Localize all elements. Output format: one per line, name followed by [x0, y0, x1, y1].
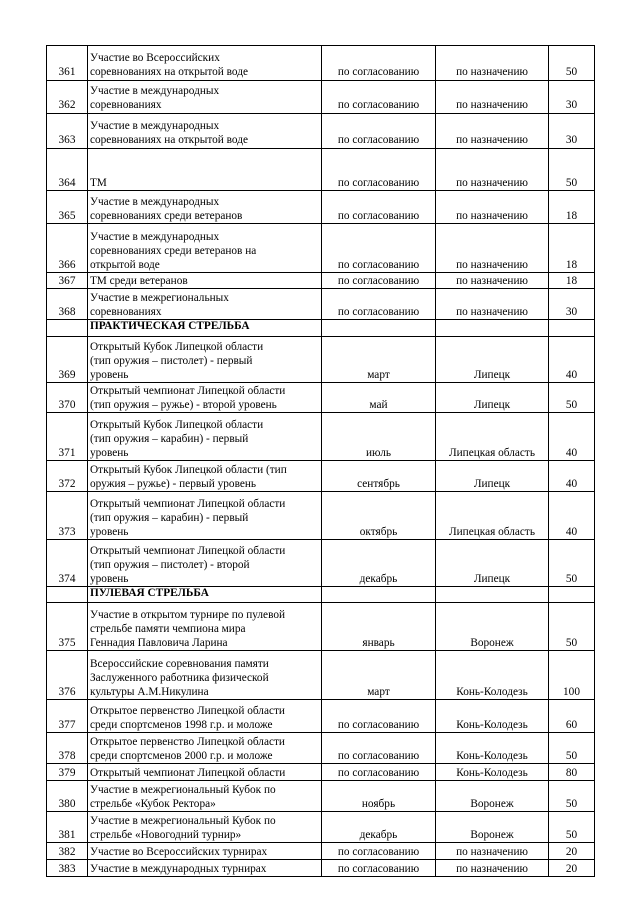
participants-count: 80: [565, 766, 578, 779]
event-place: Конь-Колодезь: [456, 749, 528, 762]
row-number-cell: [47, 81, 88, 114]
event-place: Воронеж: [470, 797, 514, 810]
row-number: 369: [58, 368, 76, 381]
event-place: по назначению: [456, 305, 528, 318]
section-title: [88, 320, 322, 337]
row-number-cell: [47, 383, 88, 413]
table-row: [47, 46, 595, 81]
event-place-cell: [436, 383, 549, 413]
event-date: март: [367, 685, 390, 698]
event-name-cell: [88, 114, 322, 149]
event-place: Конь-Колодезь: [456, 766, 528, 779]
event-name-cell: [88, 461, 322, 492]
event-date: март: [367, 368, 390, 381]
row-number-cell: [47, 843, 88, 860]
event-place: по назначению: [456, 99, 528, 112]
event-date-cell: [322, 289, 436, 320]
event-name: Участие в межрегиональных соревнованиях: [90, 291, 229, 318]
event-date: октябрь: [359, 525, 398, 538]
participants-count: 50: [565, 636, 578, 649]
participants-count-cell: [549, 81, 595, 114]
event-name-cell: [88, 540, 322, 587]
participants-count-cell: [549, 651, 595, 700]
event-name: Участие в международных соревнованиях на открытой воде: [90, 120, 249, 147]
event-name: Участие в межрегиональный Кубок по стрельбе «Новогодний турнир»: [90, 814, 276, 841]
event-place-cell: [436, 289, 549, 320]
row-number: 370: [58, 398, 76, 411]
event-name-cell: [88, 81, 322, 114]
section-title-text: ПРАКТИЧЕСКАЯ СТРЕЛЬБА: [90, 320, 250, 333]
participants-count: 40: [565, 368, 578, 381]
event-place-cell: [436, 764, 549, 781]
event-place-cell: [436, 781, 549, 812]
event-date-cell: [322, 781, 436, 812]
section-number-cell: [47, 320, 88, 337]
event-name: Открытый чемпионат Липецкой области (тип оружия – ружье) - второй уровень: [90, 384, 286, 411]
event-place-cell: [436, 843, 549, 860]
row-number-cell: [47, 540, 88, 587]
event-name: Открытый Кубок Липецкой области (тип оружия – ружье) - первый уровень: [90, 463, 287, 490]
event-place-cell: [436, 191, 549, 224]
row-number: 366: [58, 258, 76, 271]
row-number-cell: [47, 492, 88, 540]
participants-count-cell: [549, 764, 595, 781]
event-name-cell: [88, 843, 322, 860]
table-row: [47, 461, 595, 492]
event-place: Воронеж: [470, 636, 514, 649]
event-name: Участие в межрегиональный Кубок по стрельбе «Кубок Ректора»: [90, 783, 276, 810]
row-number: 363: [58, 134, 76, 147]
event-name: Участие в международных соревнованиях: [90, 85, 220, 112]
section-header-row: [47, 320, 595, 337]
participants-count: 30: [565, 134, 578, 147]
event-place: по назначению: [456, 66, 528, 79]
event-name: Всероссийские соревнования памяти Заслуженного работника физической культуры А.М.Никулина: [90, 658, 269, 698]
row-number: 378: [58, 749, 76, 762]
participants-count: 18: [565, 258, 578, 271]
section-header-row: [47, 587, 595, 603]
row-number-cell: [47, 603, 88, 651]
event-name-cell: [88, 337, 322, 383]
event-place: Липецк: [473, 368, 511, 381]
table-row: [47, 337, 595, 383]
event-date-cell: [322, 651, 436, 700]
event-date: по согласованию: [337, 134, 420, 147]
event-name-cell: [88, 149, 322, 191]
event-name-cell: [88, 492, 322, 540]
event-name: Участие в открытом турнире по пулевой стрельбе памяти чемпиона мира Геннадия Павловича Ларина: [90, 609, 286, 649]
event-name: Открытый чемпионат Липецкой области (тип оружия – пистолет) - второй уровень: [90, 545, 286, 585]
section-place-cell: [436, 587, 549, 603]
event-name: Открытый чемпионат Липецкой области (тип оружия – карабин) - первый уровень: [90, 498, 286, 538]
participants-count-cell: [549, 461, 595, 492]
event-name: Открытое первенство Липецкой области среди спортсменов 1998 г.р. и моложе: [90, 704, 285, 731]
table-row: [47, 812, 595, 843]
row-number: 361: [58, 66, 76, 79]
event-place: по назначению: [456, 134, 528, 147]
table-row: [47, 843, 595, 860]
event-date-cell: [322, 733, 436, 764]
section-date-cell: [322, 320, 436, 337]
event-place: по назначению: [456, 176, 528, 189]
event-name-cell: [88, 273, 322, 289]
participants-count-cell: [549, 733, 595, 764]
event-place: Воронеж: [470, 828, 514, 841]
event-place: Липецк: [473, 572, 511, 585]
event-name-cell: [88, 383, 322, 413]
event-date-cell: [322, 81, 436, 114]
event-date-cell: [322, 413, 436, 461]
table-row: [47, 289, 595, 320]
row-number: 364: [58, 176, 76, 189]
event-name-cell: [88, 781, 322, 812]
event-name-cell: [88, 46, 322, 81]
row-number: 372: [58, 477, 76, 490]
event-place: Липецк: [473, 477, 511, 490]
event-date-cell: [322, 224, 436, 273]
events-table: [46, 45, 595, 877]
row-number-cell: [47, 191, 88, 224]
row-number: 379: [58, 766, 76, 779]
event-place-cell: [436, 860, 549, 877]
event-name-cell: [88, 224, 322, 273]
event-place: Липецк: [473, 398, 511, 411]
participants-count-cell: [549, 812, 595, 843]
row-number-cell: [47, 149, 88, 191]
participants-count: 50: [565, 749, 578, 762]
row-number-cell: [47, 114, 88, 149]
participants-count: 40: [565, 525, 578, 538]
participants-count-cell: [549, 383, 595, 413]
event-name: Открытый Кубок Липецкой области (тип оружия – пистолет) - первый уровень: [90, 341, 264, 381]
event-date-cell: [322, 700, 436, 733]
event-name-cell: [88, 191, 322, 224]
participants-count-cell: [549, 413, 595, 461]
row-number-cell: [47, 46, 88, 81]
table-row: [47, 191, 595, 224]
event-name: ТМ среди ветеранов: [90, 274, 188, 287]
table-row: [47, 492, 595, 540]
event-place-cell: [436, 413, 549, 461]
participants-count-cell: [549, 781, 595, 812]
participants-count: 50: [565, 797, 578, 810]
row-number: 377: [58, 718, 76, 731]
event-date: июль: [366, 446, 391, 459]
event-date: декабрь: [359, 828, 398, 841]
event-name-cell: [88, 413, 322, 461]
event-name-cell: [88, 603, 322, 651]
section-qty-cell: [549, 587, 595, 603]
section-title: [88, 587, 322, 603]
table-body: [47, 46, 595, 877]
event-place-cell: [436, 492, 549, 540]
event-name-cell: [88, 812, 322, 843]
row-number: 365: [58, 209, 76, 222]
event-name: Участие во Всероссийских соревнованиях на открытой воде: [90, 52, 249, 79]
section-date-cell: [322, 587, 436, 603]
participants-count-cell: [549, 114, 595, 149]
section-qty-cell: [549, 320, 595, 337]
row-number-cell: [47, 860, 88, 877]
event-name: Участие в международных турнирах: [90, 862, 267, 875]
participants-count: 20: [565, 862, 578, 875]
row-number-cell: [47, 781, 88, 812]
event-place-cell: [436, 812, 549, 843]
participants-count: 18: [565, 209, 578, 222]
event-date: по согласованию: [337, 305, 420, 318]
event-place: по назначению: [456, 274, 528, 287]
table-row: [47, 764, 595, 781]
participants-count-cell: [549, 860, 595, 877]
event-place: Конь-Колодезь: [456, 685, 528, 698]
event-place: Конь-Колодезь: [456, 718, 528, 731]
event-place-cell: [436, 461, 549, 492]
event-date-cell: [322, 46, 436, 81]
event-name: Участие во Всероссийских турнирах: [90, 845, 268, 858]
event-date-cell: [322, 764, 436, 781]
table-row: [47, 224, 595, 273]
event-place-cell: [436, 114, 549, 149]
event-date: декабрь: [359, 572, 398, 585]
event-name-cell: [88, 733, 322, 764]
event-date: сентябрь: [357, 477, 400, 490]
event-date: по согласованию: [337, 209, 420, 222]
event-date-cell: [322, 149, 436, 191]
row-number: 371: [58, 446, 76, 459]
event-name-cell: [88, 289, 322, 320]
row-number-cell: [47, 700, 88, 733]
row-number-cell: [47, 337, 88, 383]
row-number-cell: [47, 764, 88, 781]
table-row: [47, 81, 595, 114]
event-date-cell: [322, 603, 436, 651]
event-name: Участие в международных соревнованиях среди ветеранов на открытой воде: [90, 231, 257, 271]
row-number-cell: [47, 651, 88, 700]
event-date: май: [369, 398, 388, 411]
table-row: [47, 700, 595, 733]
row-number: 375: [58, 636, 76, 649]
row-number-cell: [47, 413, 88, 461]
participants-count-cell: [549, 289, 595, 320]
event-date: по согласованию: [337, 845, 420, 858]
event-place-cell: [436, 149, 549, 191]
event-place: по назначению: [456, 209, 528, 222]
event-date: по согласованию: [337, 99, 420, 112]
participants-count-cell: [549, 149, 595, 191]
event-place: по назначению: [456, 845, 528, 858]
event-place: по назначению: [456, 258, 528, 271]
table-row: [47, 781, 595, 812]
participants-count: 60: [565, 718, 578, 731]
event-name: ТМ: [90, 176, 107, 189]
table-row: [47, 860, 595, 877]
event-date: по согласованию: [337, 176, 420, 189]
table-row: [47, 114, 595, 149]
row-number: 381: [58, 828, 76, 841]
event-name: Участие в международных соревнованиях среди ветеранов: [90, 195, 243, 222]
participants-count: 30: [565, 305, 578, 318]
table-row: [47, 273, 595, 289]
row-number-cell: [47, 273, 88, 289]
event-date-cell: [322, 843, 436, 860]
event-date-cell: [322, 114, 436, 149]
event-date: январь: [362, 636, 395, 649]
participants-count: 40: [565, 446, 578, 459]
event-date-cell: [322, 337, 436, 383]
event-place: Липецкая область: [448, 525, 536, 538]
table-row: [47, 383, 595, 413]
event-date-cell: [322, 461, 436, 492]
event-place-cell: [436, 273, 549, 289]
event-date-cell: [322, 540, 436, 587]
participants-count: 50: [565, 398, 578, 411]
participants-count: 50: [565, 176, 578, 189]
event-place-cell: [436, 337, 549, 383]
row-number: 380: [58, 797, 76, 810]
event-date: по согласованию: [337, 66, 420, 79]
row-number: 362: [58, 99, 76, 112]
event-date: по согласованию: [337, 766, 420, 779]
event-name: Открытый чемпионат Липецкой области: [90, 766, 286, 779]
event-place-cell: [436, 603, 549, 651]
event-name-cell: [88, 764, 322, 781]
row-number-cell: [47, 224, 88, 273]
participants-count-cell: [549, 492, 595, 540]
participants-count-cell: [549, 700, 595, 733]
row-number-cell: [47, 461, 88, 492]
section-place-cell: [436, 320, 549, 337]
participants-count-cell: [549, 540, 595, 587]
row-number-cell: [47, 289, 88, 320]
event-place-cell: [436, 651, 549, 700]
event-date-cell: [322, 273, 436, 289]
participants-count: 40: [565, 477, 578, 490]
event-name: Открытое первенство Липецкой области среди спортсменов 2000 г.р. и моложе: [90, 735, 285, 762]
event-name-cell: [88, 860, 322, 877]
participants-count: 18: [565, 274, 578, 287]
row-number: 382: [58, 845, 76, 858]
row-number-cell: [47, 733, 88, 764]
event-name-cell: [88, 651, 322, 700]
event-name-cell: [88, 700, 322, 733]
event-date: по согласованию: [337, 749, 420, 762]
event-date: по согласованию: [337, 274, 420, 287]
participants-count: 50: [565, 828, 578, 841]
participants-count-cell: [549, 843, 595, 860]
event-date: по согласованию: [337, 718, 420, 731]
participants-count-cell: [549, 191, 595, 224]
event-date-cell: [322, 812, 436, 843]
table-row: [47, 149, 595, 191]
participants-count: 20: [565, 845, 578, 858]
row-number: 367: [58, 274, 76, 287]
event-place-cell: [436, 540, 549, 587]
event-name: Открытый Кубок Липецкой области (тип оружия – карабин) - первый уровень: [90, 419, 264, 459]
participants-count-cell: [549, 224, 595, 273]
event-date: по согласованию: [337, 862, 420, 875]
row-number: 368: [58, 305, 76, 318]
event-place: Липецкая область: [448, 446, 536, 459]
event-date-cell: [322, 383, 436, 413]
participants-count-cell: [549, 273, 595, 289]
event-place-cell: [436, 224, 549, 273]
row-number: 383: [58, 862, 76, 875]
participants-count-cell: [549, 603, 595, 651]
event-place-cell: [436, 700, 549, 733]
section-number-cell: [47, 587, 88, 603]
event-date-cell: [322, 860, 436, 877]
event-place: по назначению: [456, 862, 528, 875]
event-place-cell: [436, 46, 549, 81]
row-number: 374: [58, 572, 76, 585]
participants-count: 100: [563, 685, 580, 698]
participants-count: 50: [565, 572, 578, 585]
event-place-cell: [436, 81, 549, 114]
row-number: 376: [58, 685, 76, 698]
table-row: [47, 540, 595, 587]
participants-count: 30: [565, 99, 578, 112]
participants-count-cell: [549, 46, 595, 81]
table-row: [47, 651, 595, 700]
event-place-cell: [436, 733, 549, 764]
event-date: ноябрь: [361, 797, 396, 810]
table-row: [47, 603, 595, 651]
row-number: 373: [58, 525, 76, 538]
table-row: [47, 733, 595, 764]
table-row: [47, 413, 595, 461]
event-date-cell: [322, 492, 436, 540]
participants-count: 50: [565, 66, 578, 79]
event-date-cell: [322, 191, 436, 224]
section-title-text: ПУЛЕВАЯ СТРЕЛЬБА: [90, 587, 209, 600]
participants-count-cell: [549, 337, 595, 383]
event-date: по согласованию: [337, 258, 420, 271]
row-number-cell: [47, 812, 88, 843]
